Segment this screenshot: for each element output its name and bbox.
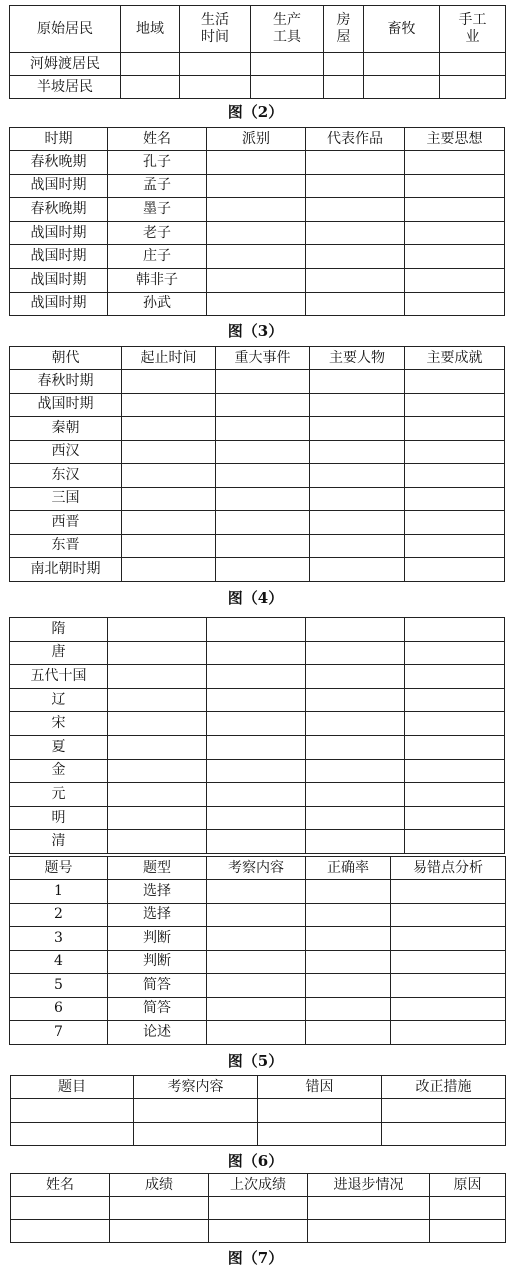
empty-cell[interactable] [108, 618, 207, 642]
empty-cell[interactable] [405, 198, 505, 222]
table-row [10, 151, 505, 175]
table-thinkers [9, 127, 505, 316]
cell: 三国 [10, 487, 122, 511]
table-row [10, 950, 506, 974]
cell: 东汉 [10, 464, 122, 488]
header-cell: 代表作品 [306, 128, 405, 151]
empty-cell[interactable] [207, 641, 306, 665]
empty-cell[interactable] [405, 151, 505, 175]
empty-cell[interactable] [207, 950, 306, 974]
empty-cell[interactable] [405, 464, 505, 488]
header-cell: 朝代 [10, 347, 122, 370]
cell: 战国时期 [10, 292, 108, 316]
empty-cell[interactable] [306, 783, 405, 807]
empty-cell[interactable] [207, 806, 306, 830]
empty-cell[interactable] [430, 1220, 506, 1243]
empty-cell[interactable] [11, 1197, 110, 1220]
empty-cell[interactable] [207, 688, 306, 712]
empty-cell[interactable] [306, 198, 405, 222]
empty-cell[interactable] [306, 974, 391, 998]
empty-cell[interactable] [405, 558, 505, 582]
empty-cell[interactable] [405, 245, 505, 269]
empty-cell[interactable] [216, 464, 310, 488]
cell: 简答 [108, 997, 207, 1021]
empty-cell[interactable] [306, 806, 405, 830]
table-row [10, 76, 506, 99]
empty-cell[interactable] [216, 370, 310, 394]
empty-cell[interactable] [405, 534, 505, 558]
empty-cell[interactable] [391, 1021, 506, 1045]
cell: 隋 [10, 618, 108, 642]
empty-cell[interactable] [180, 53, 251, 76]
table-error-review [10, 1075, 506, 1146]
empty-cell[interactable] [310, 417, 405, 441]
table-row [10, 370, 505, 394]
empty-cell[interactable] [216, 487, 310, 511]
cell: 庄子 [108, 245, 207, 269]
table-row [10, 806, 505, 830]
header-cell: 重大事件 [216, 347, 310, 370]
cell: 西汉 [10, 440, 122, 464]
empty-cell[interactable] [207, 997, 306, 1021]
empty-cell[interactable] [382, 1099, 506, 1123]
table-row [10, 245, 505, 269]
caption: 图（5） [227, 1052, 284, 1070]
empty-cell[interactable] [207, 759, 306, 783]
table-row [10, 712, 505, 736]
cell: 五代十国 [10, 665, 108, 689]
table-row [10, 534, 505, 558]
empty-cell[interactable] [122, 417, 216, 441]
empty-cell[interactable] [134, 1122, 258, 1146]
empty-cell[interactable] [382, 1122, 506, 1146]
table-row [10, 974, 506, 998]
cell: 半坡居民 [10, 76, 121, 99]
table-residents [9, 5, 506, 99]
table-row [10, 830, 505, 854]
empty-cell[interactable] [108, 688, 207, 712]
table-row [10, 464, 505, 488]
empty-cell[interactable] [209, 1197, 308, 1220]
empty-cell[interactable] [405, 268, 505, 292]
cell: 墨子 [108, 198, 207, 222]
empty-cell[interactable] [306, 151, 405, 175]
header-cell: 题目 [11, 1076, 134, 1099]
empty-cell[interactable] [405, 393, 505, 417]
header-cell: 时期 [10, 128, 108, 151]
empty-cell[interactable] [122, 370, 216, 394]
empty-cell[interactable] [258, 1122, 382, 1146]
empty-cell[interactable] [251, 53, 324, 76]
empty-cell[interactable] [108, 665, 207, 689]
empty-cell[interactable] [306, 292, 405, 316]
cell: 孙武 [108, 292, 207, 316]
table-row [10, 927, 506, 951]
empty-cell[interactable] [207, 245, 306, 269]
empty-cell[interactable] [310, 464, 405, 488]
empty-cell[interactable] [405, 641, 505, 665]
empty-cell[interactable] [405, 735, 505, 759]
cell: 选择 [108, 880, 207, 904]
table-row [10, 268, 505, 292]
empty-cell[interactable] [122, 440, 216, 464]
empty-cell[interactable] [324, 53, 364, 76]
cell: 南北朝时期 [10, 558, 122, 582]
empty-cell[interactable] [216, 393, 310, 417]
caption: 图（2） [227, 103, 284, 121]
empty-cell[interactable] [251, 76, 324, 99]
empty-cell[interactable] [207, 712, 306, 736]
empty-cell[interactable] [258, 1099, 382, 1123]
empty-cell[interactable] [308, 1197, 430, 1220]
cell: 3 [10, 927, 108, 951]
empty-cell[interactable] [108, 735, 207, 759]
header-cell: 派别 [207, 128, 306, 151]
empty-cell[interactable] [310, 440, 405, 464]
empty-cell[interactable] [440, 76, 506, 99]
cell: 西晋 [10, 511, 122, 535]
cell: 秦朝 [10, 417, 122, 441]
empty-cell[interactable] [11, 1099, 134, 1123]
header-cell: 姓名 [11, 1174, 110, 1197]
cell: 4 [10, 950, 108, 974]
empty-cell[interactable] [306, 759, 405, 783]
empty-cell[interactable] [310, 558, 405, 582]
empty-cell[interactable] [108, 759, 207, 783]
cell: 韩非子 [108, 268, 207, 292]
empty-cell[interactable] [122, 558, 216, 582]
table-row [10, 903, 506, 927]
table-row [10, 641, 505, 665]
empty-cell[interactable] [216, 558, 310, 582]
header-cell: 主要成就 [405, 347, 505, 370]
empty-cell[interactable] [108, 641, 207, 665]
empty-cell[interactable] [122, 487, 216, 511]
empty-cell[interactable] [207, 665, 306, 689]
empty-cell[interactable] [391, 903, 506, 927]
cell: 战国时期 [10, 393, 122, 417]
cell: 1 [10, 880, 108, 904]
table-row [10, 198, 505, 222]
header-cell: 生产 工具 [251, 6, 324, 53]
cell: 金 [10, 759, 108, 783]
cell: 老子 [108, 221, 207, 245]
cell: 判断 [108, 950, 207, 974]
cell: 春秋时期 [10, 370, 122, 394]
header-cell: 成绩 [110, 1174, 209, 1197]
empty-cell[interactable] [310, 370, 405, 394]
cell: 孟子 [108, 174, 207, 198]
empty-cell[interactable] [207, 974, 306, 998]
empty-cell[interactable] [306, 268, 405, 292]
cell: 明 [10, 806, 108, 830]
empty-cell[interactable] [216, 417, 310, 441]
header-cell: 原因 [430, 1174, 506, 1197]
empty-cell[interactable] [405, 806, 505, 830]
empty-cell[interactable] [440, 53, 506, 76]
header-cell: 主要人物 [310, 347, 405, 370]
empty-cell[interactable] [121, 76, 180, 99]
empty-cell[interactable] [108, 830, 207, 854]
table-row [10, 440, 505, 464]
empty-cell[interactable] [308, 1220, 430, 1243]
empty-cell[interactable] [405, 440, 505, 464]
header-cell: 手工 业 [440, 6, 506, 53]
empty-cell[interactable] [122, 393, 216, 417]
empty-cell[interactable] [405, 783, 505, 807]
table-row [10, 735, 505, 759]
table-row [10, 174, 505, 198]
header-cell: 上次成绩 [209, 1174, 308, 1197]
empty-cell[interactable] [122, 464, 216, 488]
empty-cell[interactable] [306, 641, 405, 665]
empty-cell[interactable] [11, 1220, 110, 1243]
empty-cell[interactable] [405, 221, 505, 245]
empty-cell[interactable] [405, 759, 505, 783]
header-cell: 原始居民 [10, 6, 121, 53]
empty-cell[interactable] [134, 1099, 258, 1123]
cell: 战国时期 [10, 221, 108, 245]
table-row [10, 511, 505, 535]
header-cell: 易错点分析 [391, 857, 506, 880]
table-exam-analysis [9, 856, 506, 1045]
empty-cell[interactable] [207, 618, 306, 642]
empty-cell[interactable] [207, 735, 306, 759]
table-row [10, 759, 505, 783]
table-score-progress [10, 1173, 506, 1243]
empty-cell[interactable] [306, 927, 391, 951]
empty-cell[interactable] [306, 880, 391, 904]
empty-cell[interactable] [391, 950, 506, 974]
cell: 判断 [108, 927, 207, 951]
cell: 战国时期 [10, 268, 108, 292]
empty-cell[interactable] [216, 534, 310, 558]
empty-cell[interactable] [364, 53, 440, 76]
caption: 图（4） [227, 589, 284, 607]
empty-cell[interactable] [306, 712, 405, 736]
empty-cell[interactable] [306, 1021, 391, 1045]
table-row [10, 1021, 506, 1045]
cell: 春秋晚期 [10, 151, 108, 175]
table-row [10, 292, 505, 316]
empty-cell[interactable] [405, 292, 505, 316]
cell: 2 [10, 903, 108, 927]
cell: 辽 [10, 688, 108, 712]
empty-cell[interactable] [405, 511, 505, 535]
empty-cell[interactable] [306, 245, 405, 269]
header-cell: 改正措施 [382, 1076, 506, 1099]
cell: 6 [10, 997, 108, 1021]
table-dynasties-early [9, 346, 505, 582]
empty-cell[interactable] [405, 417, 505, 441]
header-cell: 考察内容 [207, 857, 306, 880]
cell: 唐 [10, 641, 108, 665]
header-cell: 姓名 [108, 128, 207, 151]
table-row [10, 558, 505, 582]
empty-cell[interactable] [207, 268, 306, 292]
cell: 清 [10, 830, 108, 854]
table-row [10, 665, 505, 689]
empty-cell[interactable] [207, 198, 306, 222]
empty-cell[interactable] [108, 783, 207, 807]
header-cell: 地域 [121, 6, 180, 53]
cell: 简答 [108, 974, 207, 998]
empty-cell[interactable] [405, 830, 505, 854]
empty-cell[interactable] [391, 974, 506, 998]
empty-cell[interactable] [310, 487, 405, 511]
table-row [10, 53, 506, 76]
empty-cell[interactable] [306, 665, 405, 689]
empty-cell[interactable] [405, 688, 505, 712]
cell: 孔子 [108, 151, 207, 175]
header-cell: 畜牧 [364, 6, 440, 53]
cell: 夏 [10, 735, 108, 759]
table-row [10, 487, 505, 511]
empty-cell[interactable] [121, 53, 180, 76]
empty-cell[interactable] [108, 806, 207, 830]
cell: 河姆渡居民 [10, 53, 121, 76]
empty-cell[interactable] [306, 830, 405, 854]
table-row [10, 393, 505, 417]
empty-cell[interactable] [110, 1220, 209, 1243]
empty-cell[interactable] [216, 440, 310, 464]
empty-cell[interactable] [207, 903, 306, 927]
empty-cell[interactable] [110, 1197, 209, 1220]
empty-cell[interactable] [207, 830, 306, 854]
empty-cell[interactable] [405, 174, 505, 198]
table-row [10, 221, 505, 245]
empty-cell[interactable] [207, 151, 306, 175]
cell: 元 [10, 783, 108, 807]
empty-cell[interactable] [405, 618, 505, 642]
empty-cell[interactable] [391, 927, 506, 951]
empty-cell[interactable] [306, 618, 405, 642]
header-cell: 考察内容 [134, 1076, 258, 1099]
caption: 图（7） [227, 1249, 284, 1267]
empty-cell[interactable] [207, 927, 306, 951]
header-cell: 主要思想 [405, 128, 505, 151]
cell: 战国时期 [10, 245, 108, 269]
table-row [10, 997, 506, 1021]
header-cell: 题型 [108, 857, 207, 880]
empty-cell[interactable] [207, 880, 306, 904]
empty-cell[interactable] [11, 1122, 134, 1146]
empty-cell[interactable] [209, 1220, 308, 1243]
empty-cell[interactable] [108, 712, 207, 736]
empty-cell[interactable] [324, 76, 364, 99]
empty-cell[interactable] [405, 370, 505, 394]
empty-cell[interactable] [310, 511, 405, 535]
empty-cell[interactable] [306, 221, 405, 245]
header-cell: 生活 时间 [180, 6, 251, 53]
empty-cell[interactable] [207, 221, 306, 245]
empty-cell[interactable] [364, 76, 440, 99]
table-dynasties-late [9, 617, 505, 854]
table-row [10, 783, 505, 807]
empty-cell[interactable] [306, 735, 405, 759]
table-row [10, 417, 505, 441]
empty-cell[interactable] [306, 174, 405, 198]
empty-cell[interactable] [405, 712, 505, 736]
empty-cell[interactable] [207, 292, 306, 316]
empty-cell[interactable] [310, 534, 405, 558]
header-cell: 题号 [10, 857, 108, 880]
header-cell: 正确率 [306, 857, 391, 880]
empty-cell[interactable] [391, 997, 506, 1021]
empty-cell[interactable] [207, 783, 306, 807]
caption: 图（6） [227, 1152, 284, 1170]
table-row [10, 880, 506, 904]
cell: 春秋晚期 [10, 198, 108, 222]
table-row [11, 1197, 506, 1220]
empty-cell[interactable] [306, 997, 391, 1021]
empty-cell[interactable] [207, 1021, 306, 1045]
empty-cell[interactable] [180, 76, 251, 99]
empty-cell[interactable] [391, 880, 506, 904]
header-cell: 进退步情况 [308, 1174, 430, 1197]
table-row [11, 1220, 506, 1243]
empty-cell[interactable] [122, 511, 216, 535]
cell: 东晋 [10, 534, 122, 558]
header-cell: 房 屋 [324, 6, 364, 53]
empty-cell[interactable] [405, 665, 505, 689]
empty-cell[interactable] [306, 950, 391, 974]
empty-cell[interactable] [306, 688, 405, 712]
table-row [11, 1099, 506, 1123]
empty-cell[interactable] [216, 511, 310, 535]
table-row [10, 688, 505, 712]
header-cell: 错因 [258, 1076, 382, 1099]
cell: 宋 [10, 712, 108, 736]
header-cell: 起止时间 [122, 347, 216, 370]
empty-cell[interactable] [430, 1197, 506, 1220]
cell: 7 [10, 1021, 108, 1045]
empty-cell[interactable] [207, 174, 306, 198]
cell: 选择 [108, 903, 207, 927]
cell: 论述 [108, 1021, 207, 1045]
caption: 图（3） [227, 322, 284, 340]
empty-cell[interactable] [405, 487, 505, 511]
empty-cell[interactable] [122, 534, 216, 558]
empty-cell[interactable] [306, 903, 391, 927]
cell: 5 [10, 974, 108, 998]
empty-cell[interactable] [310, 393, 405, 417]
table-row [11, 1122, 506, 1146]
table-row [10, 618, 505, 642]
cell: 战国时期 [10, 174, 108, 198]
